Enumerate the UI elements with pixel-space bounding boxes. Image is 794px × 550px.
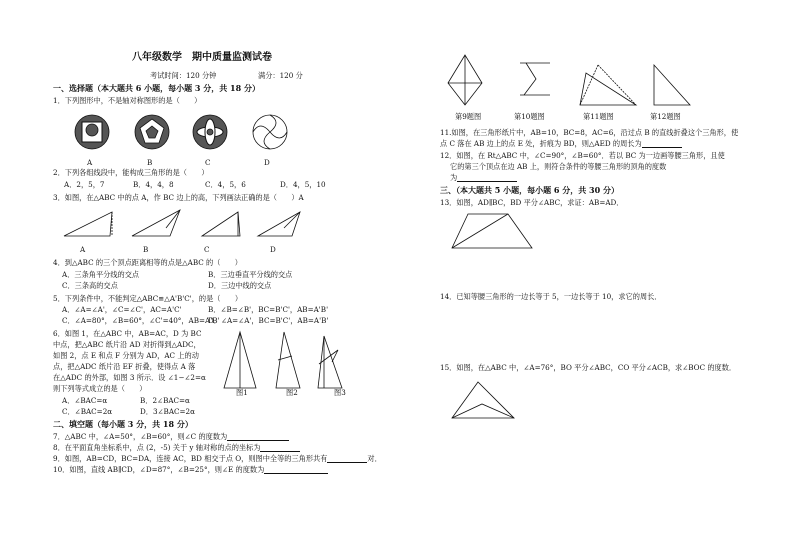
- q12-tail: 为: [450, 173, 458, 182]
- q4-text: 4．到△ABC 的三个顶点距离相等的点是△ABC 的（ ）: [53, 258, 242, 267]
- q1-text: 1．下列图形中，不是轴对称图形的是（ ）: [53, 96, 202, 105]
- q15-triangle: [448, 378, 520, 424]
- circle-square-emblem: [75, 115, 109, 149]
- q6-line-4: 点，把△ADC 纸片沿 EF 折叠，使得点 A 落: [53, 362, 196, 371]
- q10-answer-blank[interactable]: [264, 466, 328, 474]
- exam-score: 满分：120 分: [258, 71, 303, 80]
- fig10-caption: 第10题图: [514, 112, 545, 121]
- right-figures: [440, 53, 700, 108]
- fig11: [580, 65, 636, 105]
- q2-option-d: D．4，5，10: [280, 180, 326, 189]
- q6-option-c: C．∠BAC=2α: [62, 407, 113, 416]
- q6-option-b: B．2∠BAC=α: [140, 396, 190, 405]
- q6-line-5: 在△ADC 的外部，如图 3 所示．设 ∠1−∠2=α: [53, 373, 206, 382]
- q6-figures: [220, 330, 360, 392]
- q6-option-a: A．∠BAC=α: [62, 396, 108, 405]
- page-title: 八年级数学 期中质量监测试卷: [132, 52, 272, 63]
- q6-line-3: 如图 2，点 E 和点 F 分别为 AD，AC 上的动: [53, 351, 199, 360]
- q1-label-c: C: [205, 158, 211, 167]
- q10-text: 10．如图，直线 AB∥CD，∠D=87°，∠B=25°，则∠E 的度数为: [53, 465, 265, 474]
- q3-label-d: D: [270, 245, 276, 254]
- q6-caption-3: 图3: [334, 388, 346, 397]
- fig9: [448, 55, 482, 105]
- q11-answer-blank[interactable]: [642, 140, 682, 148]
- q15-text: 15．如图，在△ABC 中，∠A=76°，BO 平分∠ABC，CO 平分∠ACB，求∠BOC 的度数．: [440, 363, 737, 372]
- q12-line-1: 12．如图，在 Rt△ABC 中，∠C=90°，∠B=60°．若以 BC 为一边画等腰三角形，且使: [440, 151, 725, 160]
- q6-option-d: D．3∠BAC=2α: [140, 407, 195, 416]
- q8-answer-blank[interactable]: [260, 444, 300, 452]
- q6-line-2: 中点，把△ABC 纸片沿 AD 对折得到△ADC，: [53, 340, 201, 349]
- four-petal-emblem: [193, 115, 227, 149]
- fig10: [520, 63, 550, 95]
- q5-option-b: B．∠B=∠B'，BC=B'C'，AB=A'B': [208, 305, 329, 314]
- q10-line: [53, 465, 328, 474]
- exam-time: 考试时间：120 分钟: [150, 71, 217, 80]
- q8-line: [53, 443, 300, 452]
- q1-emblems: [70, 112, 320, 154]
- q2-option-a: A．2，5，7: [64, 180, 105, 189]
- q12-line-3: [450, 173, 517, 182]
- q11-line-1: 11.如图，在三角形纸片中，AB=10，BC=8，AC=6，沿过点 B 的直线折叠这个三角形，使: [440, 128, 739, 137]
- q14-text: 14．已知等腰三角形的一边长等于 5，一边长等于 10，求它的周长．: [440, 292, 662, 301]
- q3-label-b: B: [143, 245, 149, 254]
- q2-option-c: C．4，5，6: [205, 180, 246, 189]
- q5-option-a: A．∠A=∠A'，∠C=∠C'，AC=A'C': [62, 305, 182, 314]
- section-1-title: 一、选择题（本大题共 6 小题，每小题 3 分，共 18 分）: [53, 83, 260, 93]
- q3-triangles: [62, 206, 322, 240]
- q4-option-c: C．三条高的交点: [62, 281, 118, 290]
- q6-caption-2: 图2: [286, 388, 298, 397]
- q9-line: [53, 454, 382, 463]
- pentagon-flower-emblem: [135, 115, 169, 149]
- q5-text: 5．下列条件中，不能判定△ABC≌△A'B'C'，的是（ ）: [53, 294, 243, 303]
- q6-caption-1: 图1: [236, 388, 248, 397]
- q7-text: 7．△ABC 中，∠A=50°，∠B=60°，则∠C 的度数为: [53, 432, 228, 441]
- q12-line-2: 它的第三个顶点在边 AB 上，则符合条件的等腰三角形的顶角的度数: [450, 162, 667, 171]
- q3-text: 3．如图，在△ABC 中的点 A，作 BC 边上的高，下列画法正确的是（ ）A: [53, 193, 304, 202]
- q2-text: 2．下列各组线段中，能构成三角形的是（ ）: [53, 168, 209, 177]
- q4-option-b: B．三边垂直平分线的交点: [208, 270, 293, 279]
- q1-label-d: D: [264, 158, 270, 167]
- fig12-caption: 第12题图: [650, 112, 681, 121]
- q12-answer-blank[interactable]: [457, 174, 517, 182]
- q9-text: 9．如图，AB=CD，BC=DA，连接 AC，BD 相交于点 O，则图中全等的三角形共有: [53, 454, 328, 463]
- q7-answer-blank[interactable]: [227, 433, 289, 441]
- q9-answer-blank[interactable]: [327, 455, 367, 463]
- q5-option-d: D．∠A=∠A'，BC=B'C'，AB=A'B': [208, 316, 329, 325]
- fig12: [654, 65, 690, 105]
- fig11-caption: 第11题图: [583, 112, 614, 121]
- q7-line: [53, 432, 289, 441]
- q11-text: 点 C 落在 AB 边上的点 E 处，折痕为 BD，则△AED 的周长为: [440, 139, 642, 148]
- q2-option-b: B．4，4，8: [133, 180, 174, 189]
- q4-option-d: D．三边中线的交点: [208, 281, 272, 290]
- q5-option-c: C．∠A=80°，∠B=60°，∠C'=40°，AB=A'B': [62, 316, 220, 325]
- q8-text: 8．在平面直角坐标系中，点 (2，-5) 关于 y 轴对称的点的坐标为: [53, 443, 261, 452]
- q13-text: 13．如图，AD∥BC，BD 平分∠ABC，求证：AB=AD．: [440, 198, 624, 207]
- section-3-title: 三、（本大题共 5 小题，每小题 6 分，共 30 分）: [440, 185, 619, 195]
- q9-tail: 对．: [367, 454, 382, 463]
- q1-label-a: A: [87, 158, 93, 167]
- q11-line-2: [440, 139, 682, 148]
- q6-line-1: 6．如图 1，在△ABC 中，AB=AC，D 为 BC: [53, 329, 202, 338]
- q1-label-b: B: [147, 158, 153, 167]
- section-2-title: 二、填空题（每小题 3 分，共 18 分）: [53, 419, 193, 429]
- q3-label-a: A: [80, 245, 86, 254]
- q3-label-c: C: [204, 245, 210, 254]
- q13-trapezoid: [448, 210, 538, 252]
- q6-line-6: 则下列等式成立的是（ ）: [53, 384, 147, 393]
- q4-option-a: A．三条角平分线的交点: [62, 270, 140, 279]
- fig9-caption: 第9题图: [455, 112, 482, 121]
- pinwheel-emblem: [253, 115, 287, 149]
